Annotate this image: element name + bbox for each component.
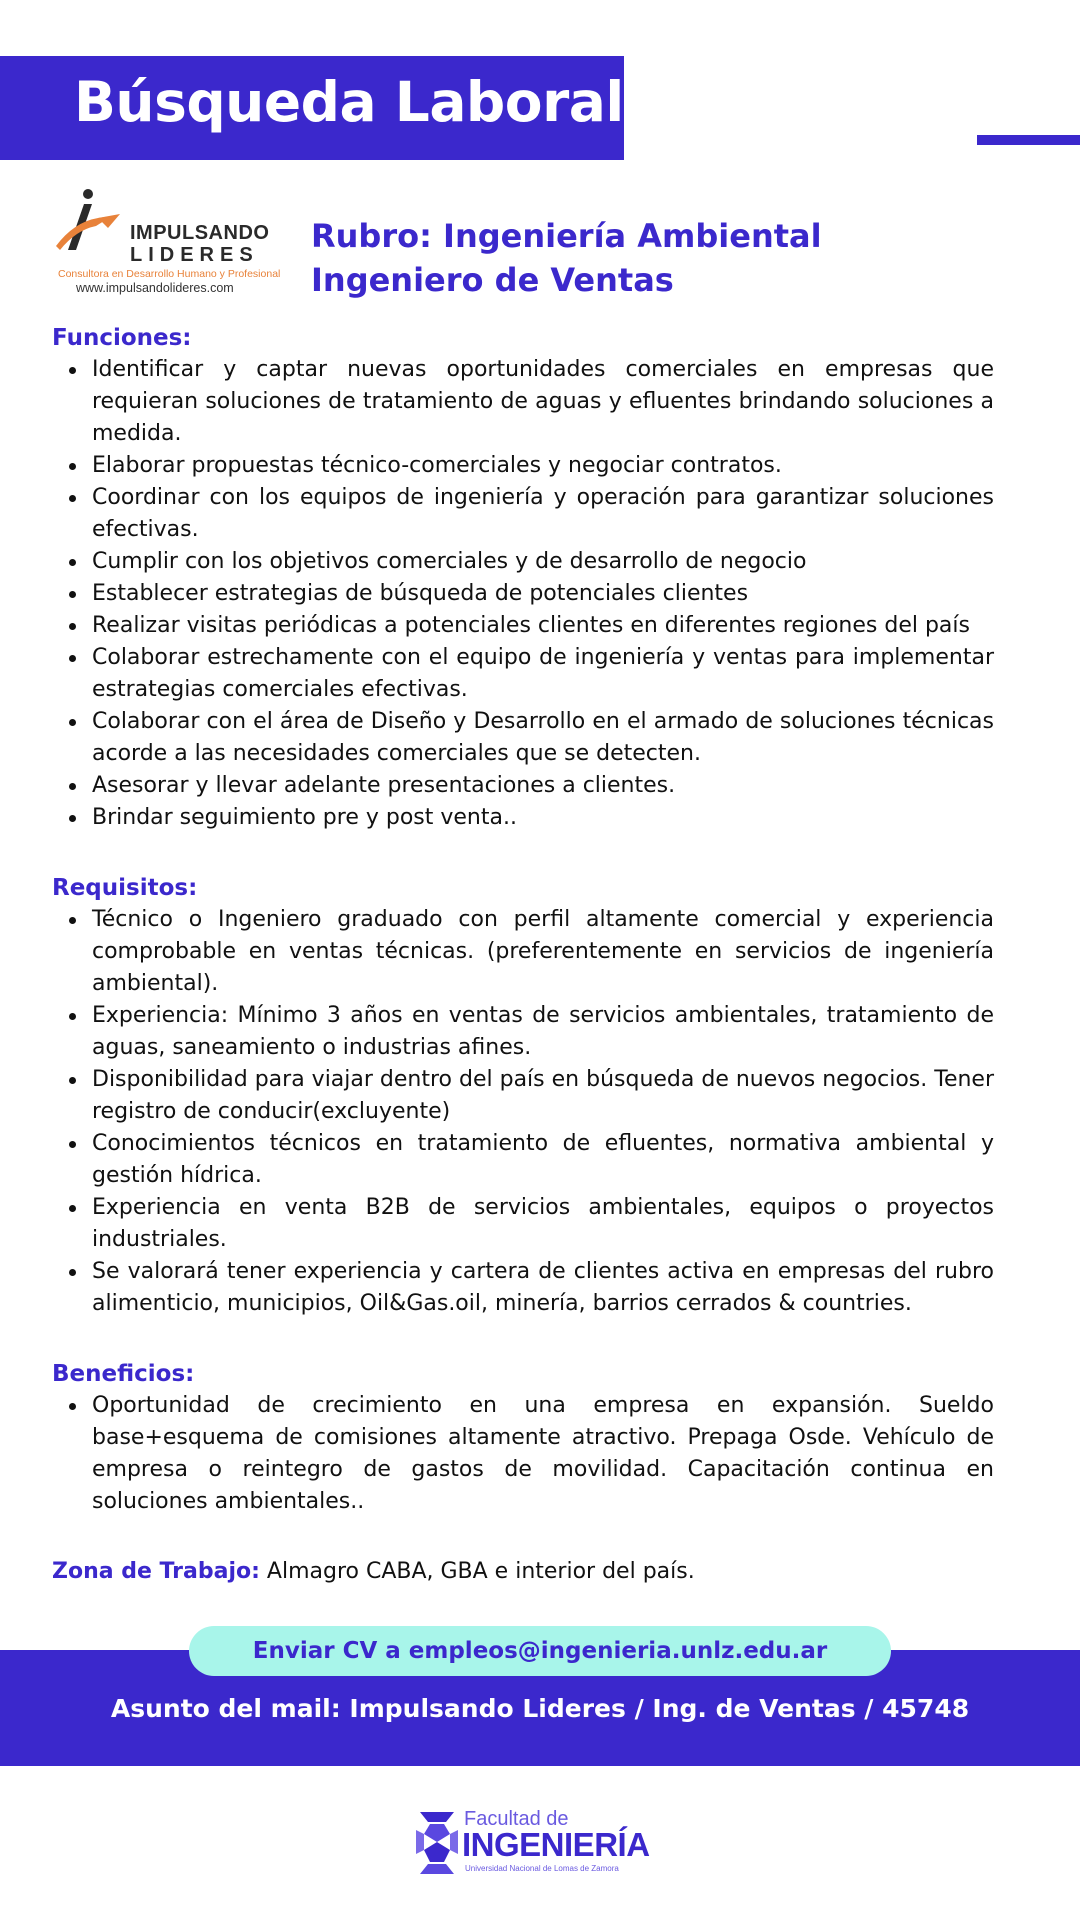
funciones-title: Funciones: bbox=[52, 325, 192, 351]
list-item: Asesorar y llevar adelante presentaciones a clientes. bbox=[52, 770, 994, 802]
main-content bbox=[52, 322, 994, 1588]
facultad-ingenieria-logo bbox=[416, 1808, 676, 1878]
list-item: Elaborar propuestas técnico-comerciales y negociar contratos. bbox=[52, 450, 994, 482]
list-item: Colaborar estrechamente con el equipo de ingeniería y ventas para implementar estrategias comerciales efectivas. bbox=[52, 642, 994, 706]
accent-line bbox=[977, 135, 1080, 145]
email-subject: Asunto del mail: Impulsando Lideres / Ing. de Ventas / 45748 bbox=[110, 1694, 970, 1723]
impulsando-lideres-logo-icon bbox=[54, 188, 134, 268]
list-item: Cumplir con los objetivos comerciales y de desarrollo de negocio bbox=[52, 546, 994, 578]
logo-name-line2: LIDERES bbox=[130, 244, 259, 266]
list-item: Coordinar con los equipos de ingeniería y operación para garantizar soluciones efectivas. bbox=[52, 482, 994, 546]
funciones-list bbox=[52, 354, 994, 834]
list-item: Experiencia: Mínimo 3 años en ventas de servicios ambientales, tratamiento de aguas, saneamiento o industrias afines. bbox=[52, 1000, 994, 1064]
list-item: Técnico o Ingeniero graduado con perfil altamente comercial y experiencia comprobable en ventas técnicas. (preferentemente en servicios de ingeniería ambiental). bbox=[52, 904, 994, 1000]
faculty-line3: Universidad Nacional de Lomas de Zamora bbox=[465, 1864, 619, 1873]
list-item: Establecer estrategias de búsqueda de potenciales clientes bbox=[52, 578, 994, 610]
zona-label: Zona de Trabajo: bbox=[52, 1559, 260, 1584]
zona-value: Almagro CABA, GBA e interior del país. bbox=[266, 1559, 695, 1584]
list-item: Oportunidad de crecimiento en una empresa en expansión. Sueldo base+esquema de comisiones altamente atractivo. Prepaga Osde. Vehículo de empresa o reintegro de gastos de movilidad. Capacitación continua en soluciones ambientales.. bbox=[52, 1390, 994, 1518]
send-cv-email-link[interactable]: Enviar CV a empleos@ingenieria.unlz.edu.ar bbox=[189, 1626, 891, 1676]
requisitos-list bbox=[52, 904, 994, 1320]
logo-name-line1: IMPULSANDO bbox=[130, 222, 270, 244]
job-title bbox=[311, 214, 822, 302]
list-item: Se valorará tener experiencia y cartera de clientes activa en empresas del rubro alimenticio, municipios, Oil&Gas.oil, minería, barrios cerrados & countries. bbox=[52, 1256, 994, 1320]
facultad-ingenieria-logo-icon bbox=[416, 1812, 458, 1874]
beneficios-list bbox=[52, 1390, 994, 1518]
list-item: Identificar y captar nuevas oportunidades comerciales en empresas que requieran soluciones de tratamiento de aguas y efluentes brindando soluciones a medida. bbox=[52, 354, 994, 450]
beneficios-title: Beneficios: bbox=[52, 1361, 195, 1387]
logo-tagline: Consultora en Desarrollo Humano y Profesional bbox=[58, 268, 281, 280]
page-title: Búsqueda Laboral bbox=[74, 70, 624, 134]
list-item: Brindar seguimiento pre y post venta.. bbox=[52, 802, 994, 834]
list-item: Disponibilidad para viajar dentro del país en búsqueda de nuevos negocios. Tener registro de conducir(excluyente) bbox=[52, 1064, 994, 1128]
faculty-line2: INGENIERÍA bbox=[462, 1826, 650, 1863]
list-item: Colaborar con el área de Diseño y Desarrollo en el armado de soluciones técnicas acorde a las necesidades comerciales que se detecten. bbox=[52, 706, 994, 770]
job-position: Ingeniero de Ventas bbox=[311, 261, 674, 299]
impulsando-lideres-logo bbox=[50, 188, 280, 296]
zona-trabajo bbox=[52, 1556, 994, 1588]
list-item: Conocimientos técnicos en tratamiento de efluentes, normativa ambiental y gestión hídrica. bbox=[52, 1128, 994, 1192]
list-item: Realizar visitas periódicas a potenciales clientes en diferentes regiones del país bbox=[52, 610, 994, 642]
requisitos-title: Requisitos: bbox=[52, 875, 198, 901]
list-item: Experiencia en venta B2B de servicios ambientales, equipos o proyectos industriales. bbox=[52, 1192, 994, 1256]
job-rubro: Rubro: Ingeniería Ambiental bbox=[311, 217, 822, 255]
faculty-line1: Facultad de bbox=[464, 1808, 569, 1830]
logo-url: www.impulsandolideres.com bbox=[76, 281, 234, 295]
